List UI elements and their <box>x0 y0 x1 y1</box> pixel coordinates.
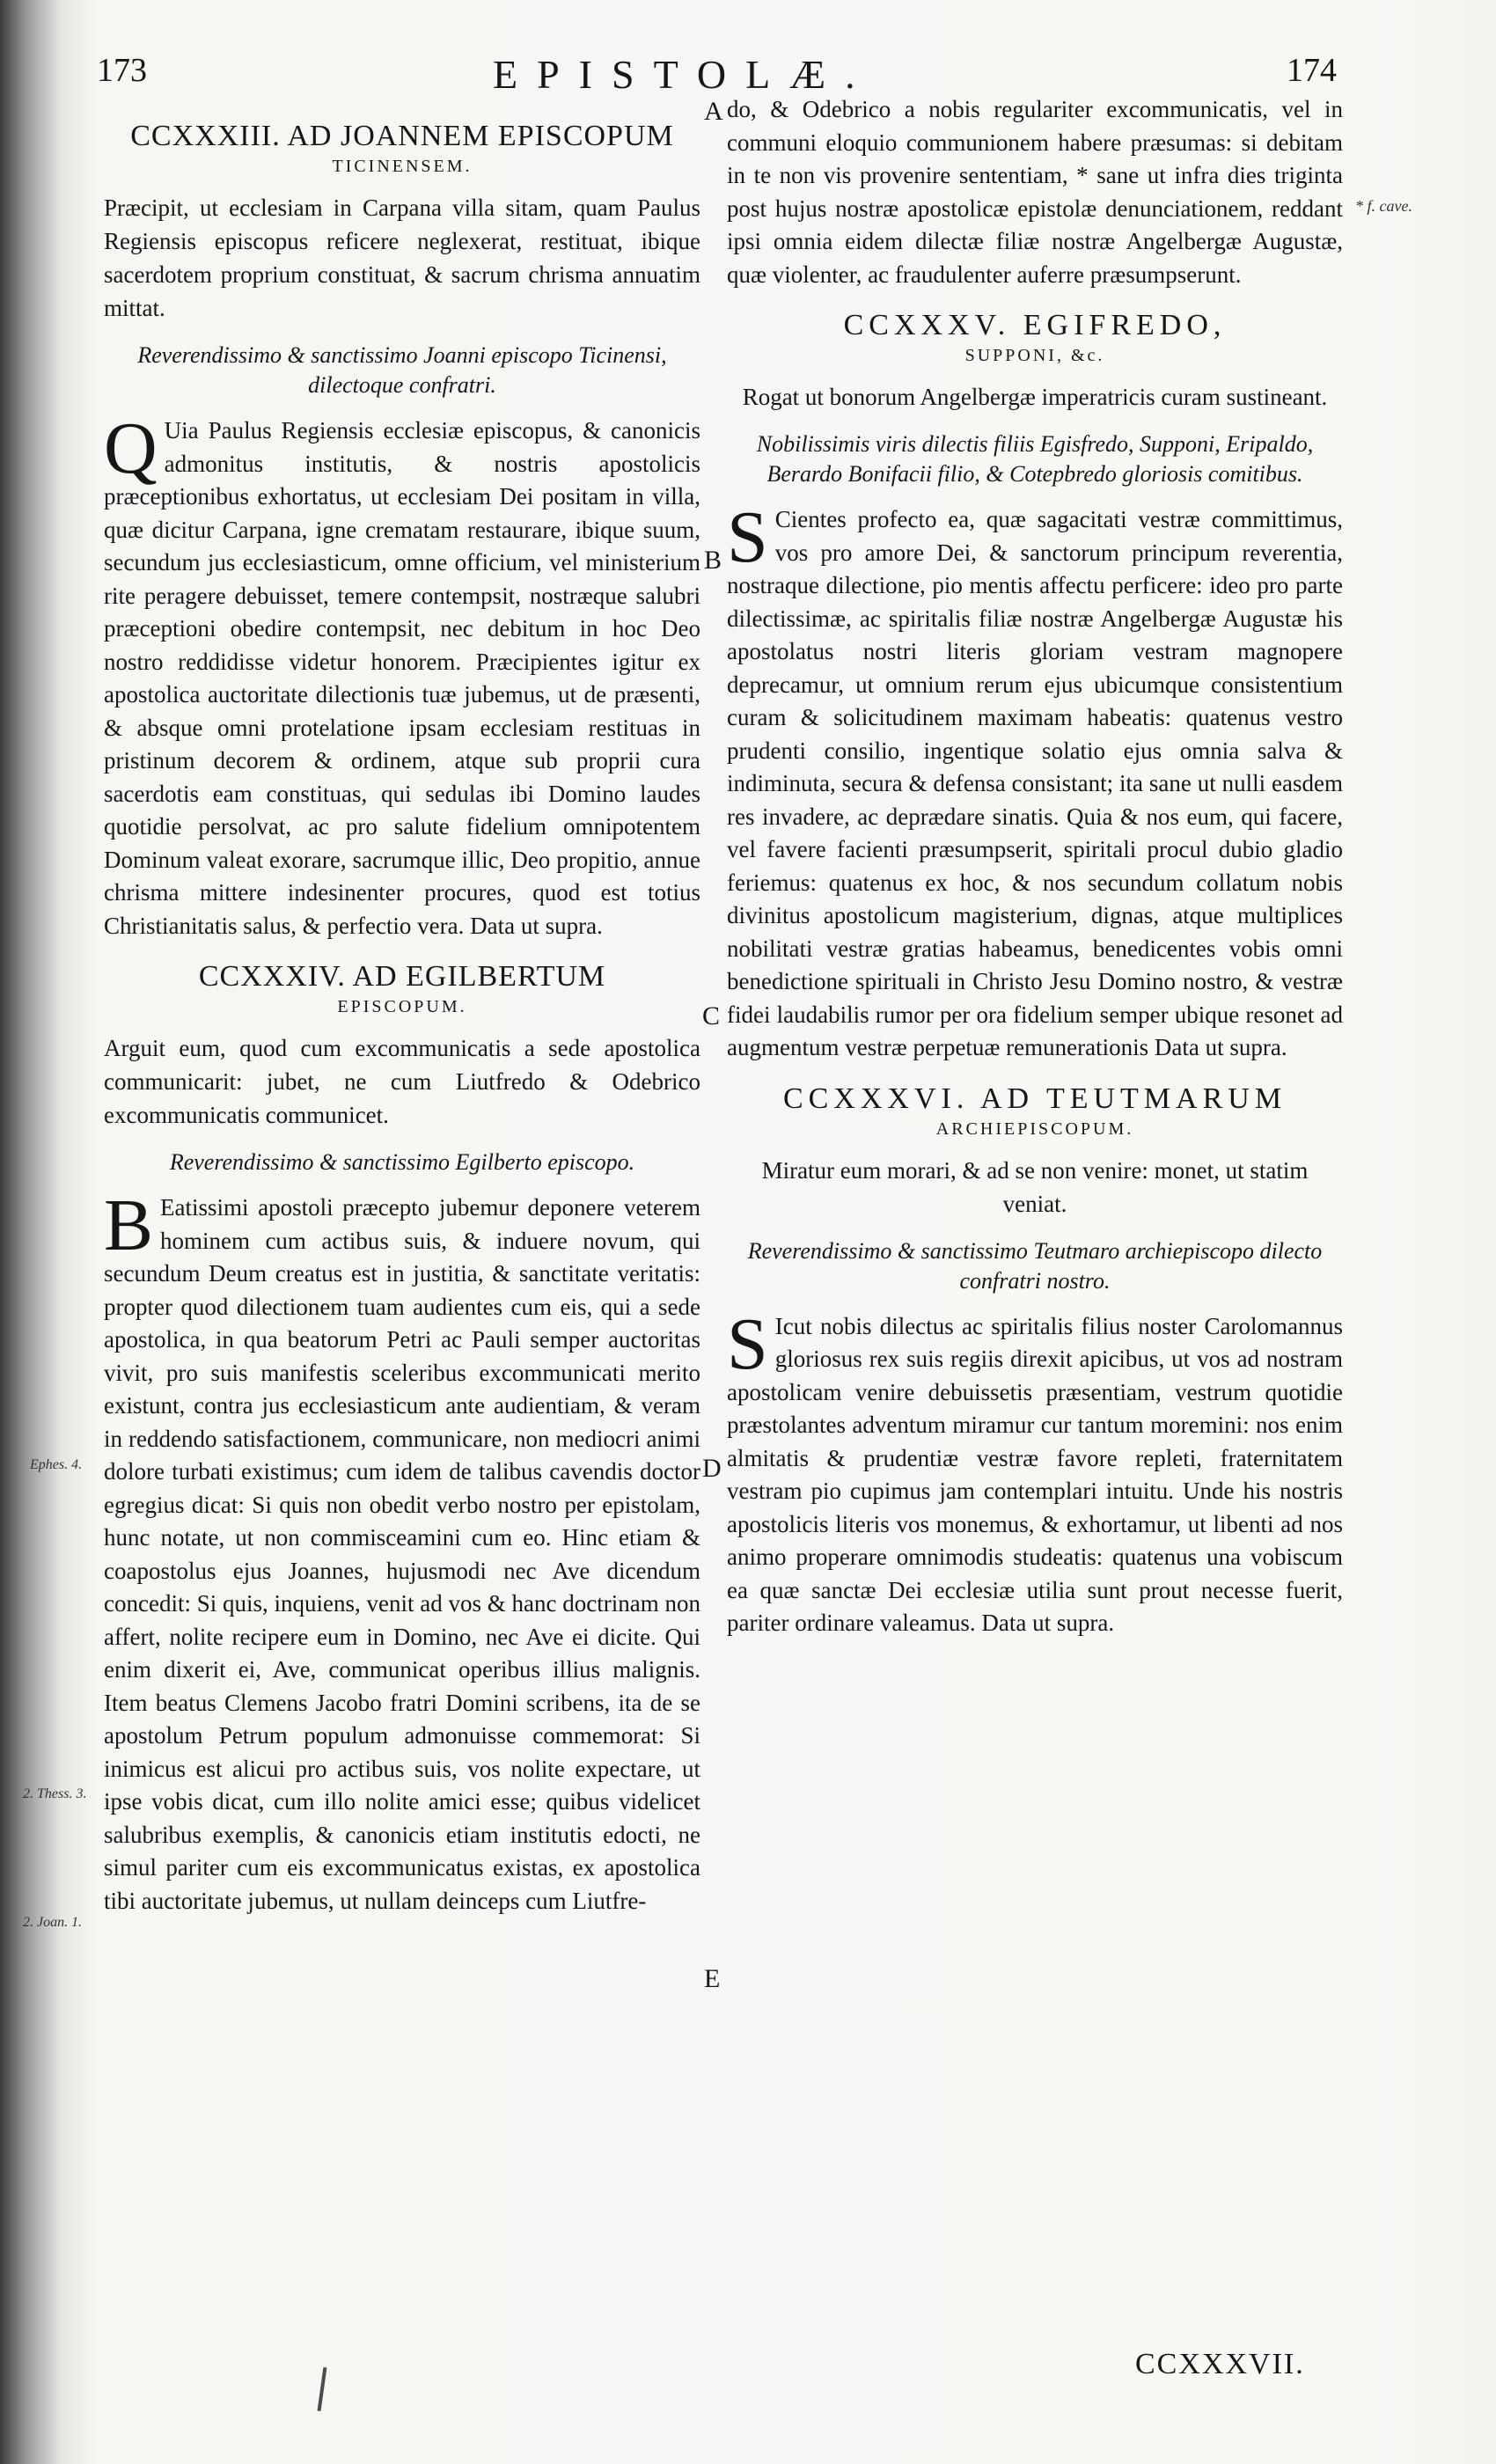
letter-236-address: Reverendissimo & sanctissimo Teutmaro archiepiscopo dilecto confratri nostro. <box>747 1237 1323 1294</box>
letter-236-body <box>727 1302 1343 1640</box>
section-marker: E <box>704 1964 721 1993</box>
letter-235-body <box>727 496 1343 1065</box>
letter-235-text: Cientes profecto ea, quæ sagacitati vestræ committimus, vos pro amore Dei, & sanctorum principum reverentia, nostraque dilectione, pio mentis affectu perficere: ideo pro parte dilectissimæ, ac spiritalis filiæ nostræ Angelbergæ Augustæ his apostolatus nostri literis gloriam vestram magnopere deprecamur, ut omnium rerum ejus ubicumque consistentium curam & solicitudinem maximam habeatis: quatenus vestro prudenti consilio, ingentique solatio ejus omnia salva & indiminuta, secura & defensa consistant; ita sane ut nulli easdem res invadere, ac deprædare sinatis. Quia & nos eum, qui facere, vel favere facienti præsumpserit, spiritali procul dubio gladio feriemus: quatenus ex hoc, & nos secundum collatum nobis divinitus apostolicum magisterium, dignas, atque multiplices nobilitati vestræ gratias habeamus, benedicentes vobis omni benedictione spirituali in Christo Jesu Domino nostro, & vestræ fidei laudabilis rumor per ora fidelium semper ubique resonet ad augmentum vestræ perpetuæ remunerationis Data ut supra. <box>727 506 1343 1060</box>
letter-234-heading: CCXXXIV. AD EGILBERTUM <box>198 960 606 993</box>
left-column <box>104 114 700 1933</box>
letter-235-address: Nobilissimis viris dilectis filiis Egisfredo, Supponi, Eripaldo, Berardo Bonifacii filio, & Cotepbredo gloriosis comitibus. <box>756 431 1314 487</box>
letter-233-body <box>104 407 700 942</box>
dropcap: S <box>727 1302 768 1385</box>
letter-234-subheading: EPISCOPUM. <box>337 997 467 1016</box>
section-marker: C <box>702 1001 721 1030</box>
letter-234-text: Eatissimi apostoli præcepto jubemur deponere veterem hominem cum actibus suis, & induere novum, qui secundum Deum creatus est in justitia, & sanctitate veritatis: propter quod dilectionem tuam audientes cum eis, qui a sede apostolica, in qua beatorum Petri ac Pauli semper auctoritas vivit, pro suis manifestis sceleribus excommunicati merito existunt, contra jus ecclesiasticum ante audientiam, & veram in reddendo satisfactionem, communicare, non mediocri animi dolore turbati existimus; cum idem de talibus cavendis doctor egregius dicat: Si quis non obedit verbo nostro per epistolam, hunc notate, ut non commisceamini cum eo. Hinc etiam & coapostolus ejus Joannes, hujusmodi nec Ave dicendum concedit: Si quis, inquiens, venit ad vos & hanc doctrinam non affert, nolite recipere eum in Domino, nec Ave ei dicite. Qui enim dixerit ei, Ave, communicat operibus illius malignis. Item beatus Clemens Jacobo fratri Domini scribens, ita de se apostolum Petrum populum admonuisse commemorat: Si inimicus est alicui pro actibus suis, vos nolite expectare, ut ipse vobis dicat, cum illo nolite amici esse; quibus videlicet salubribus exemplis, & canonicis etiam institutis edocti, ne simul pariter cum eis excommunicatus existas, ex apostolica tibi auctoritate jubemus, ut nullam deinceps cum Liutfre- <box>104 1194 700 1914</box>
letter-236-subheading: ARCHIEPISCOPUM. <box>935 1118 1134 1139</box>
letter-233-summary: Præcipit, ut ecclesiam in Carpana villa sitam, quam Paulus Regiensis episcopus reficere neglexerat, restituat, ibique sacerdotem proprium constituat, & sacrum chrisma annuatim mittat. <box>104 194 700 321</box>
page-number-right: 174 <box>1287 52 1337 89</box>
letter-233-subheading: TICINENSEM. <box>332 157 473 176</box>
letter-234-address: Reverendissimo & sanctissimo Egilberto episcopo. <box>169 1149 635 1175</box>
section-marker: B <box>704 546 722 575</box>
dropcap: Q <box>104 407 158 489</box>
section-marker: A <box>704 97 723 126</box>
letter-235-subheading: SUPPONI, &c. <box>964 346 1105 365</box>
letter-234-body <box>104 1184 700 1918</box>
letter-236-summary: Miratur eum morari, & ad se non venire: monet, ut statim veniat. <box>761 1156 1309 1217</box>
continuation-text: do, & Odebrico a nobis regulariter excommunicatis, vel in communi eloquio communionem habere præsumas: si debitam in te non vis provenire sententiam, * sane ut infra dies triginta post hujus nostræ apostolicæ epistolæ denunciationem, reddant ipsi omnia eidem dilectæ filiæ nostræ Angelbergæ Augustæ, quæ violenter, ac fraudulenter auferre præsumpserunt. <box>727 96 1343 288</box>
letter-233-text: Uia Paulus Regiensis ecclesiæ episcopus, & canonicis admonitus institutis, & nostris apostolicis præceptionibus exhortatus, ut ecclesiam Dei positam in villa, quæ dicitur Carpana, igne crematam restaurare, ibique suum, secundum jus ecclesiasticum, omne officium, vel ministerium rite peragere debuisset, temere contempsit, nostræque salubri præceptioni obedire contempsit, nec debitum in hoc Deo nostro reddidisse videtur honorem. Præcipientes igitur ex apostolica auctoritate dilectionis tuæ jubemus, ut de præsenti, & absque omni protelatione ipsam ecclesiam restituas in pristinum decorem & ordinem, atque sub proprii cura sacerdotis eam constituas, qui sedulas ibi Domino laudes quotidie persolvat, ac pro salute fidelium omnipotentem Dominum valeat exorare, sacrumque illic, Deo propitio, annue chrisma mittere indesinenter procures, quod est totius Christianitatis salus, & perfectio vera. Data ut supra. <box>104 417 700 939</box>
letter-236-heading: CCXXXVI. AD TEUTMARUM <box>782 1082 1287 1115</box>
letter-234-summary: Arguit eum, quod cum excommunicatis a sede apostolica communicarit: jubet, ne cum Liutfredo & Odebrico excommunicatis communicet. <box>104 1035 700 1128</box>
right-column <box>727 93 1343 1656</box>
dropcap: S <box>727 496 768 578</box>
dropcap: B <box>104 1184 154 1266</box>
letter-233-heading: CCXXXIII. AD JOANNEM EPISCOPUM <box>130 120 674 152</box>
letter-236-text: Icut nobis dilectus ac spiritalis filius noster Carolomannus gloriosus rex suis regiis direxit apicibus, ut vos ad nostram apostolicam venire debuissetis præsentiam, vestrum quotidie præstolantes adventum miramur cur tantum moremini: nos enim almitatis & prudentiæ vestræ favore repleti, fraternitatem vestram pio cupimus jam contemplari intuitu. Unde his nostris apostolicis literis vos monemus, & exhortamur, ut libenti ad nos animo properare omnimodis studeatis: quatenus una vobiscum ea quæ sanctæ Dei ecclesiæ utilia sunt prout necesse fuerit, pariter ordinare valeamus. Data ut supra. <box>727 1312 1343 1636</box>
margin-note: Ephes. 4. <box>30 1457 83 1472</box>
running-title: EPISTOLÆ. <box>493 52 875 97</box>
margin-note: 2. Thess. 3. <box>23 1786 87 1801</box>
side-note: * f. cave. <box>1355 197 1412 215</box>
catchword: CCXXXVII. <box>1135 2348 1305 2380</box>
page-number-left: 173 <box>97 52 147 89</box>
section-marker: D <box>702 1454 722 1483</box>
letter-235-summary: Rogat ut bonorum Angelbergæ imperatricis curam sustineant. <box>742 384 1328 410</box>
letter-233-address: Reverendissimo & sanctissimo Joanni episcopo Ticinensi, dilectoque confratri. <box>137 342 667 398</box>
letter-235-heading: CCXXXV. EGIFREDO, <box>843 309 1227 341</box>
margin-note: 2. Joan. 1. <box>23 1915 83 1930</box>
ink-mark <box>318 2367 327 2411</box>
